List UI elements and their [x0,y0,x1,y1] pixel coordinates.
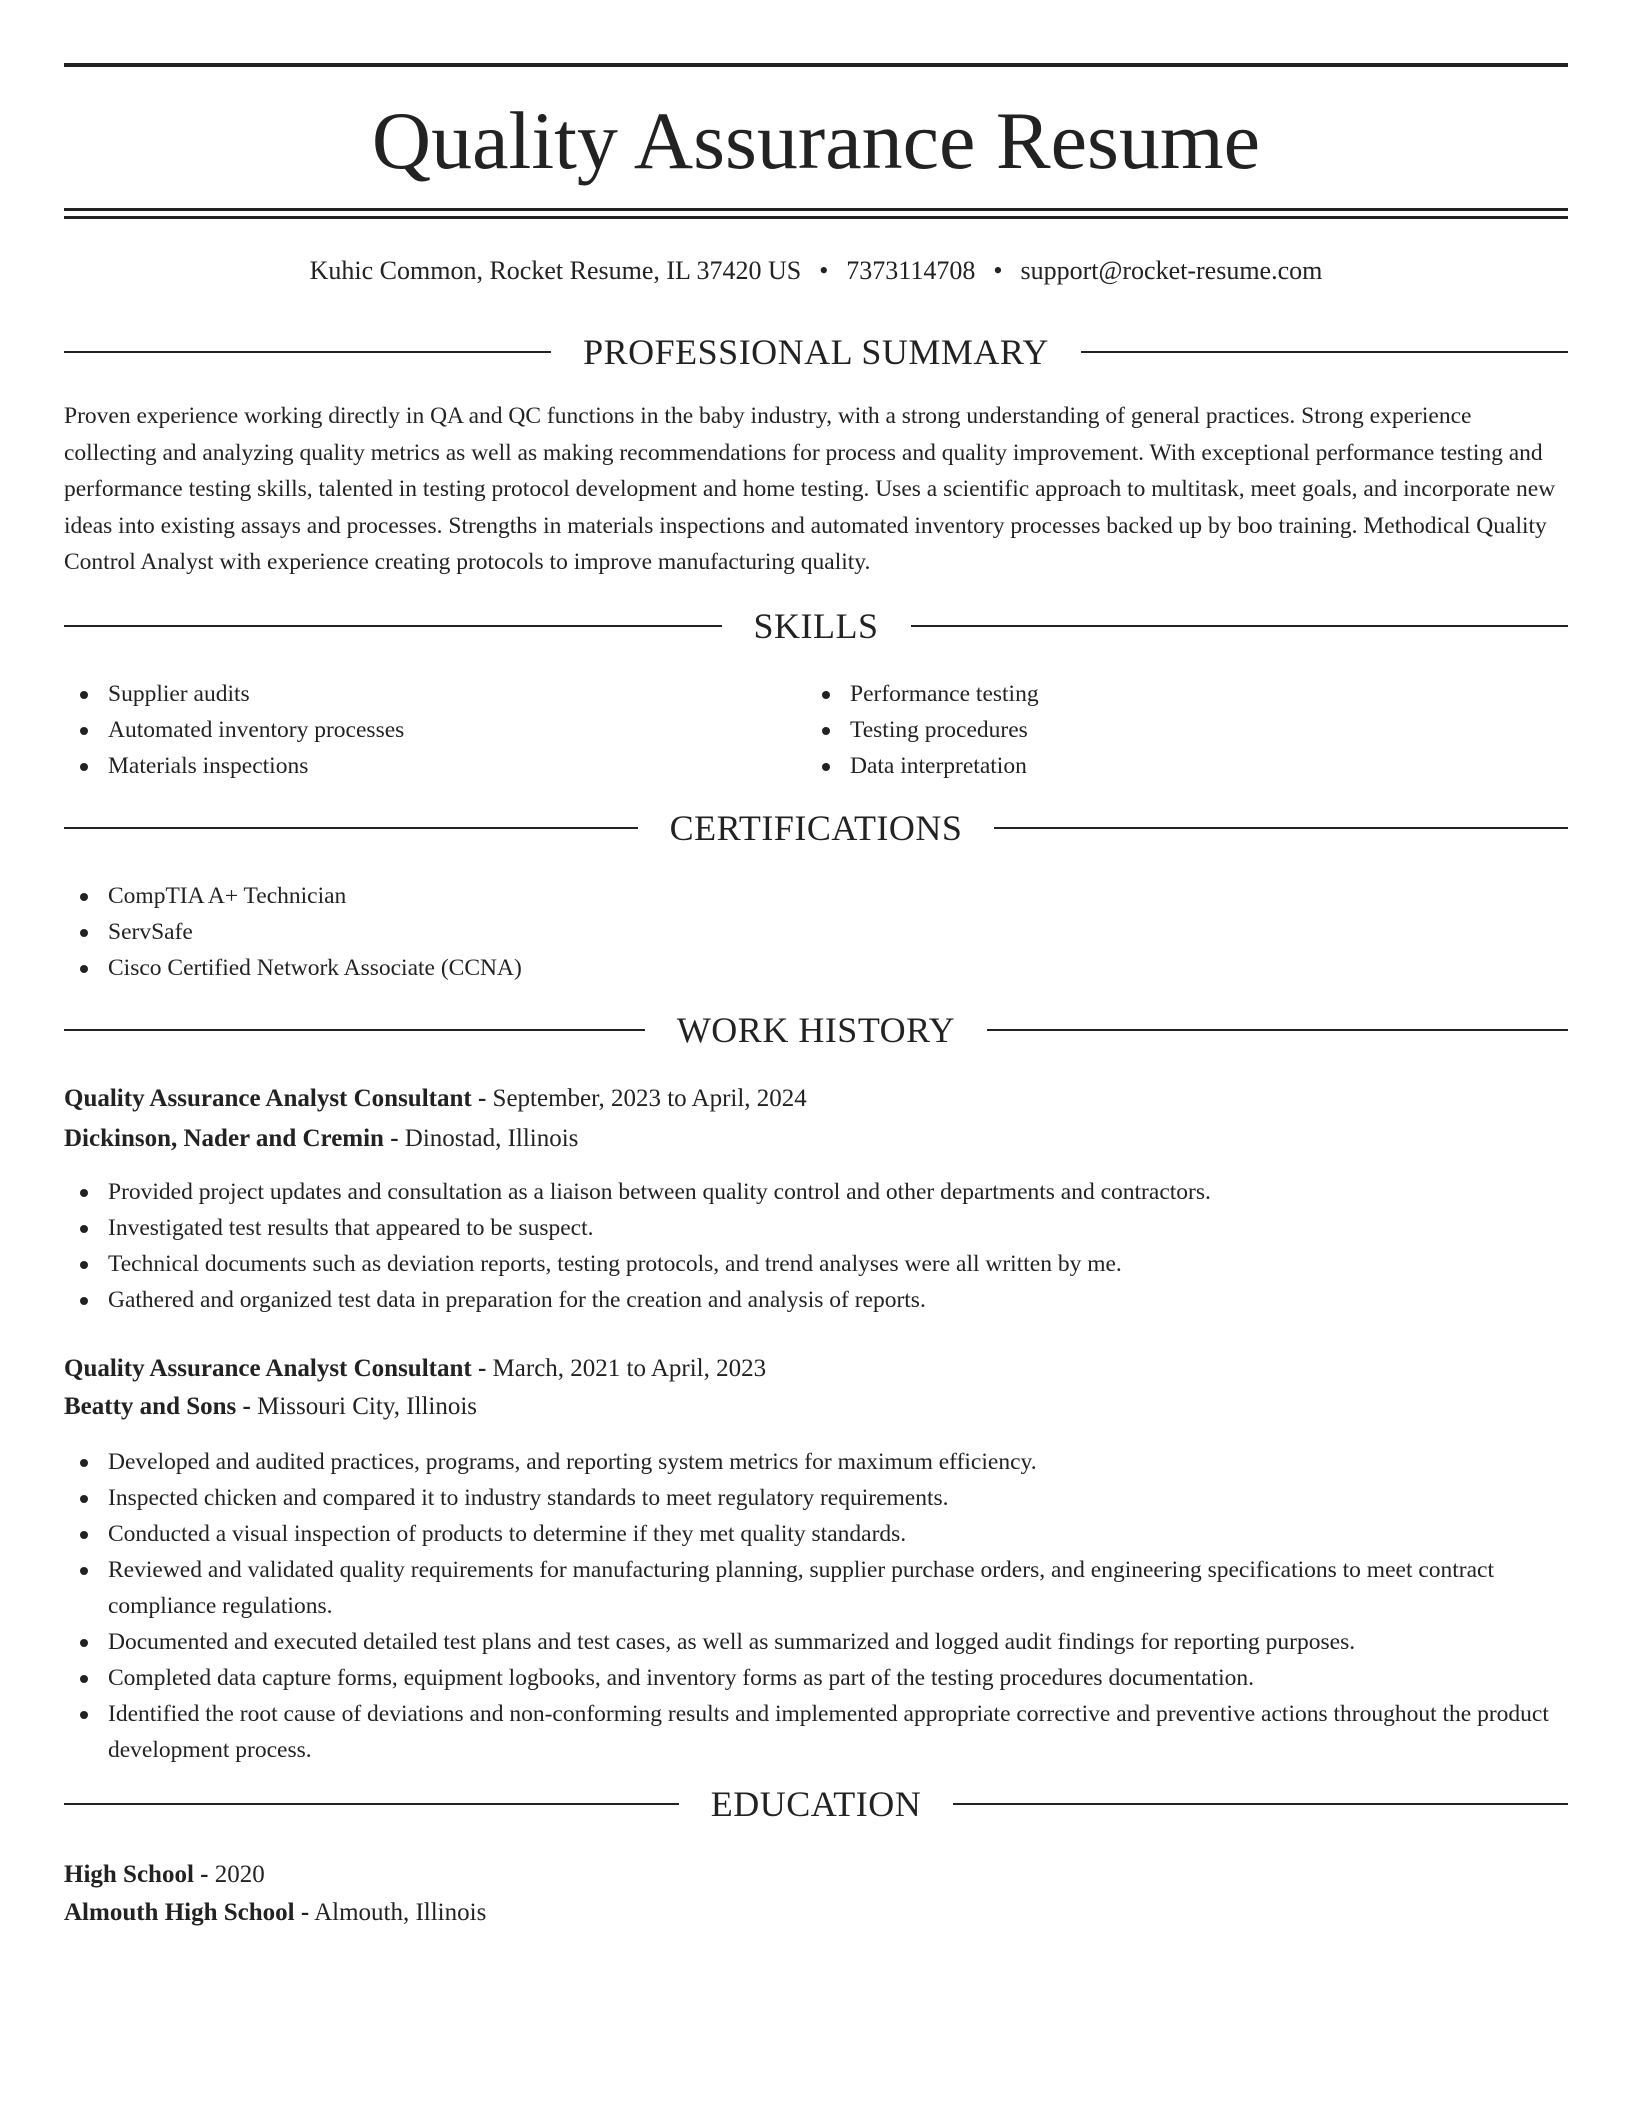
contact-phone: 7373114708 [846,256,976,285]
skills-list-left [64,676,804,784]
heading-rule [64,1803,679,1805]
job-bullet: Developed and audited practices, programs, and reporting system metrics for maximum efficiency. [64,1444,1568,1480]
title-rule-lower [64,216,1568,219]
certifications-list [64,878,1568,986]
job-bullet: Completed data capture forms, equipment logbooks, and inventory forms as part of the testing procedures documentation. [64,1660,1568,1696]
skill-item: Testing procedures [806,712,1566,748]
job-title-line [64,1080,1568,1118]
job-title: Quality Assurance Analyst Consultant [64,1085,472,1112]
job-title: Quality Assurance Analyst Consultant [64,1355,472,1382]
job-bullet: Investigated test results that appeared to be suspect. [64,1210,1568,1246]
job-company-line [64,1388,1568,1426]
contact-separator: • [993,256,1003,285]
job-bullets [64,1174,1568,1318]
heading-rule [911,625,1569,627]
heading-rule [64,1029,645,1031]
heading-rule [1081,351,1568,353]
job-bullet: Inspected chicken and compared it to industry standards to meet regulatory requirements. [64,1480,1568,1516]
job-location: Dinostad, Illinois [404,1125,579,1152]
heading-rule [953,1803,1568,1805]
contact-address: Kuhic Common, Rocket Resume, IL 37420 US [309,256,802,285]
work-heading-label: WORK HISTORY [676,1010,956,1050]
job-company: Beatty and Sons [64,1393,237,1420]
skill-item: Data interpretation [806,748,1566,784]
job-bullet: Reviewed and validated quality requirements for manufacturing planning, supplier purchase orders, and engineering specifications to meet contract compliance regulations. [64,1552,1568,1624]
skills-list-right [806,676,1566,784]
education-location: Almouth, Illinois [314,1899,487,1926]
skills-heading-label: SKILLS [753,606,879,646]
education-degree-line [64,1856,1568,1894]
job-bullet: Provided project updates and consultation as a liaison between quality control and other departments and contractors. [64,1174,1568,1210]
dash: - [477,1355,487,1382]
heading-rule [64,625,722,627]
education-school-line [64,1894,1568,1932]
dash: - [242,1393,251,1420]
education-heading-label: EDUCATION [710,1784,922,1824]
skill-item: Supplier audits [64,676,804,712]
contact-email: support@rocket-resume.com [1020,256,1323,285]
dash: - [477,1085,487,1112]
contact-line [64,254,1568,288]
job-bullet: Technical documents such as deviation reports, testing protocols, and trend analyses were all written by me. [64,1246,1568,1282]
job-location: Missouri City, Illinois [257,1393,478,1420]
title-rule-upper [64,208,1568,211]
job-company-line [64,1120,1568,1158]
job-dates: September, 2023 to April, 2024 [492,1085,807,1112]
heading-rule [64,351,551,353]
dash: - [300,1899,310,1926]
job-dates: March, 2021 to April, 2023 [492,1355,767,1382]
summary-text: Proven experience working directly in QA and QC functions in the baby industry, with a strong understanding of general practices. Strong experience collecting and analyzing quality metrics as well as making recommendations for process and quality improvement. With exceptional performance testing and performance testing skills, talented in testing protocol development and home testing. Uses a scientific approach to multitask, meet goals, and incorporate new ideas into existing assays and processes. Strengths in materials inspections and automated inventory processes backed up by boo training. Methodical Quality Control Analyst with experience creating protocols to improve manufacturing quality. [64,403,1556,575]
certification-item: CompTIA A+ Technician [64,878,1568,914]
heading-rule [987,1029,1568,1031]
job-bullet: Documented and executed detailed test plans and test cases, as well as summarized and logged audit findings for reporting purposes. [64,1624,1568,1660]
job-bullet: Identified the root cause of deviations and non-conforming results and implemented appropriate corrective and preventive actions throughout the product development process. [64,1696,1568,1768]
certifications-heading-label: CERTIFICATIONS [669,808,963,848]
skill-item: Materials inspections [64,748,804,784]
contact-separator: • [819,256,829,285]
education-school: Almouth High School [64,1899,295,1926]
certification-item: ServSafe [64,914,1568,950]
skill-item: Performance testing [806,676,1566,712]
heading-rule [64,827,638,829]
job-title-line [64,1350,1568,1388]
education-degree: High School [64,1861,194,1888]
education-year: 2020 [214,1861,265,1888]
summary-heading-label: PROFESSIONAL SUMMARY [583,332,1049,372]
education-section-heading [64,1782,1568,1826]
summary-section-heading [64,330,1568,374]
certification-item: Cisco Certified Network Associate (CCNA) [64,950,1568,986]
dash: - [390,1125,399,1152]
heading-rule [994,827,1568,829]
work-section-heading [64,1008,1568,1052]
certifications-section-heading [64,806,1568,850]
dash: - [200,1861,209,1888]
resume-title: Quality Assurance Resume [371,95,1261,186]
job-bullet: Conducted a visual inspection of products to determine if they met quality standards. [64,1516,1568,1552]
job-bullet: Gathered and organized test data in preparation for the creation and analysis of reports. [64,1282,1568,1318]
skill-item: Automated inventory processes [64,712,804,748]
job-company: Dickinson, Nader and Cremin [64,1125,384,1152]
skills-section-heading [64,604,1568,648]
job-bullets [64,1444,1568,1768]
top-rule [64,63,1568,67]
